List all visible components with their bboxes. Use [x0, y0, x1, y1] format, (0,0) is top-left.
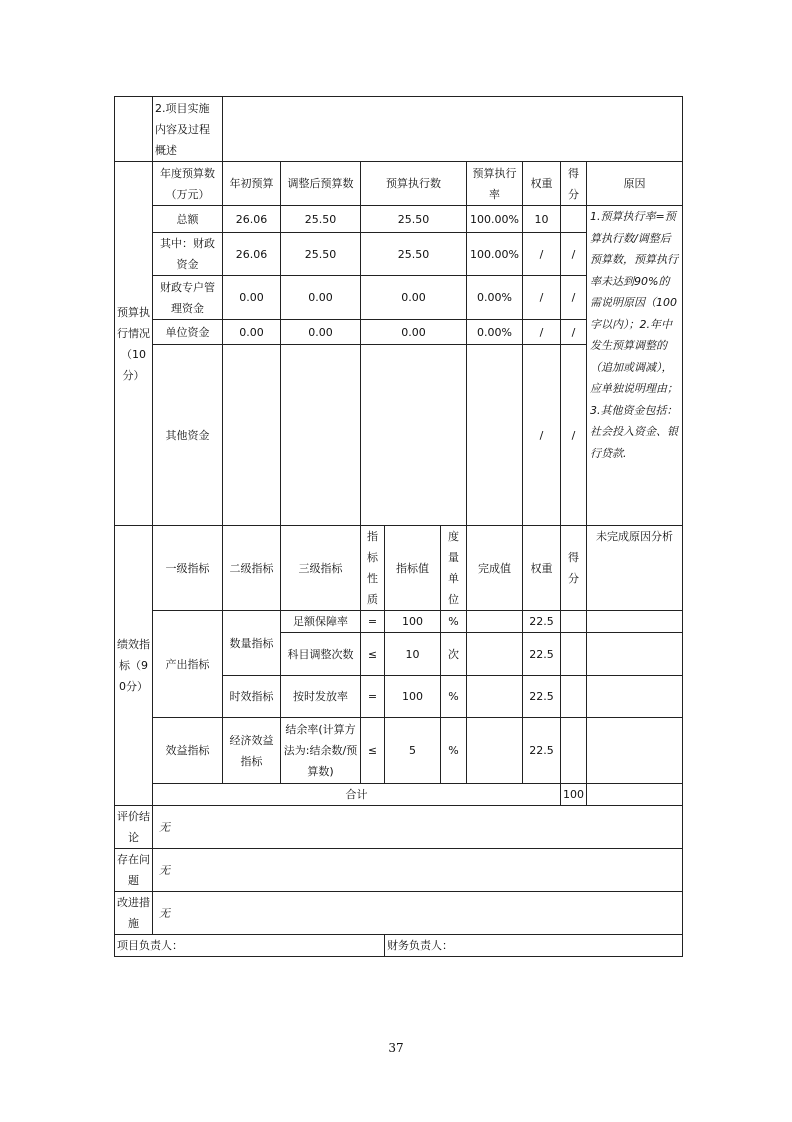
perf-weight: 22.5	[523, 633, 561, 676]
budget-header-annual: 年度预算数（万元）	[153, 162, 223, 206]
perf-unit: %	[441, 676, 467, 718]
budget-row-rate: 0.00%	[467, 320, 523, 345]
budget-row-name: 财政专户管理资金	[153, 276, 223, 320]
perf-level3: 科目调整次数	[281, 633, 361, 676]
perf-quantity-label: 数量指标	[223, 611, 281, 676]
perf-header-nature: 指标性质	[361, 526, 385, 611]
problems-value: 无	[153, 849, 683, 892]
perf-weight: 22.5	[523, 611, 561, 633]
budget-row-name: 单位资金	[153, 320, 223, 345]
budget-row-weight: /	[523, 320, 561, 345]
budget-row-initial: 26.06	[223, 233, 281, 276]
budget-row-adjusted	[281, 345, 361, 526]
budget-header-weight: 权重	[523, 162, 561, 206]
budget-row-weight: /	[523, 276, 561, 320]
budget-row-score	[561, 206, 587, 233]
table-row	[115, 206, 683, 233]
total-row	[115, 784, 683, 806]
perf-level3: 结余率(计算方法为:结余数/预算数)	[281, 718, 361, 784]
conclusion-label: 评价结论	[115, 806, 153, 849]
project-lead: 项目负责人：	[115, 935, 385, 957]
budget-row-score: /	[561, 276, 587, 320]
perf-reason	[587, 611, 683, 633]
budget-row-executed: 25.50	[361, 233, 467, 276]
perf-nature: ≤	[361, 718, 385, 784]
budget-row-name: 总额	[153, 206, 223, 233]
perf-reason	[587, 676, 683, 718]
budget-row-executed: 25.50	[361, 206, 467, 233]
budget-row-weight: /	[523, 233, 561, 276]
perf-header-score: 得分	[561, 526, 587, 611]
section2-content	[223, 97, 683, 162]
budget-row-rate	[467, 345, 523, 526]
budget-header-executed: 预算执行数	[361, 162, 467, 206]
budget-row-adjusted: 0.00	[281, 276, 361, 320]
perf-nature: =	[361, 611, 385, 633]
budget-row-score: /	[561, 320, 587, 345]
table-row	[115, 718, 683, 784]
improvement-label: 改进措施	[115, 892, 153, 935]
perf-score	[561, 611, 587, 633]
perf-benefit-label: 效益指标	[153, 718, 223, 784]
perf-header-level3: 三级指标	[281, 526, 361, 611]
budget-row-weight: 10	[523, 206, 561, 233]
blank-cell	[115, 97, 153, 162]
budget-header-rate: 预算执行率	[467, 162, 523, 206]
perf-unit: 次	[441, 633, 467, 676]
budget-header-score: 得分	[561, 162, 587, 206]
perf-header-value: 指标值	[385, 526, 441, 611]
perf-header-unit: 度量单位	[441, 526, 467, 611]
budget-row-executed: 0.00	[361, 320, 467, 345]
budget-header-adjusted: 调整后预算数	[281, 162, 361, 206]
perf-value: 10	[385, 633, 441, 676]
perf-score	[561, 633, 587, 676]
perf-timeliness-label: 时效指标	[223, 676, 281, 718]
budget-row-initial	[223, 345, 281, 526]
section2-label: 2.项目实施内容及过程概述	[153, 97, 223, 162]
budget-row-name: 其他资金	[153, 345, 223, 526]
perf-score	[561, 676, 587, 718]
budget-row-initial: 26.06	[223, 206, 281, 233]
budget-group-label: 预算执行情况（10分）	[115, 162, 153, 526]
budget-row-score: /	[561, 233, 587, 276]
budget-row-rate: 100.00%	[467, 206, 523, 233]
perf-nature: ≤	[361, 633, 385, 676]
perf-weight: 22.5	[523, 718, 561, 784]
budget-row-adjusted: 0.00	[281, 320, 361, 345]
perf-output-label: 产出指标	[153, 611, 223, 718]
budget-row-adjusted: 25.50	[281, 206, 361, 233]
perf-done	[467, 718, 523, 784]
budget-header-initial: 年初预算	[223, 162, 281, 206]
perf-header-done: 完成值	[467, 526, 523, 611]
budget-row-executed	[361, 345, 467, 526]
table-row	[115, 611, 683, 633]
perf-reason	[587, 718, 683, 784]
perf-header-weight: 权重	[523, 526, 561, 611]
perf-economic-label: 经济效益指标	[223, 718, 281, 784]
perf-weight: 22.5	[523, 676, 561, 718]
perf-value: 5	[385, 718, 441, 784]
perf-header-reason: 未完成原因分析	[587, 526, 683, 611]
perf-done	[467, 611, 523, 633]
perf-unit: %	[441, 718, 467, 784]
budget-row-score: /	[561, 345, 587, 526]
budget-row-initial: 0.00	[223, 276, 281, 320]
perf-value: 100	[385, 611, 441, 633]
perf-level3: 按时发放率	[281, 676, 361, 718]
page-number: 37	[388, 1041, 404, 1055]
perf-nature: =	[361, 676, 385, 718]
perf-header-level2: 二级指标	[223, 526, 281, 611]
total-score	[587, 784, 683, 806]
finance-lead: 财务负责人：	[385, 935, 683, 957]
total-label: 合计	[153, 784, 561, 806]
budget-reason-note: 1.预算执行率=预算执行数/调整后预算数，预算执行率未达到90%的需说明原因（100字以内）；2.年中发生预算调整的（追加或调减），应单独说明理由；3.其他资金包括：社会投入资金、银行贷款.	[587, 206, 683, 526]
total-weight: 100	[561, 784, 587, 806]
budget-row-executed: 0.00	[361, 276, 467, 320]
perf-level3: 足额保障率	[281, 611, 361, 633]
budget-row-name: 其中：财政资金	[153, 233, 223, 276]
perf-unit: %	[441, 611, 467, 633]
perf-done	[467, 676, 523, 718]
perf-score	[561, 718, 587, 784]
perf-reason	[587, 633, 683, 676]
perf-value: 100	[385, 676, 441, 718]
budget-row-initial: 0.00	[223, 320, 281, 345]
budget-row-rate: 0.00%	[467, 276, 523, 320]
budget-row-weight: /	[523, 345, 561, 526]
perf-header-level1: 一级指标	[153, 526, 223, 611]
perf-done	[467, 633, 523, 676]
conclusion-value: 无	[153, 806, 683, 849]
performance-group-label: 绩效指标（90分）	[115, 526, 153, 806]
problems-label: 存在问题	[115, 849, 153, 892]
budget-row-rate: 100.00%	[467, 233, 523, 276]
improvement-value: 无	[153, 892, 683, 935]
budget-row-adjusted: 25.50	[281, 233, 361, 276]
performance-evaluation-table	[114, 96, 683, 957]
budget-header-reason: 原因	[587, 162, 683, 206]
